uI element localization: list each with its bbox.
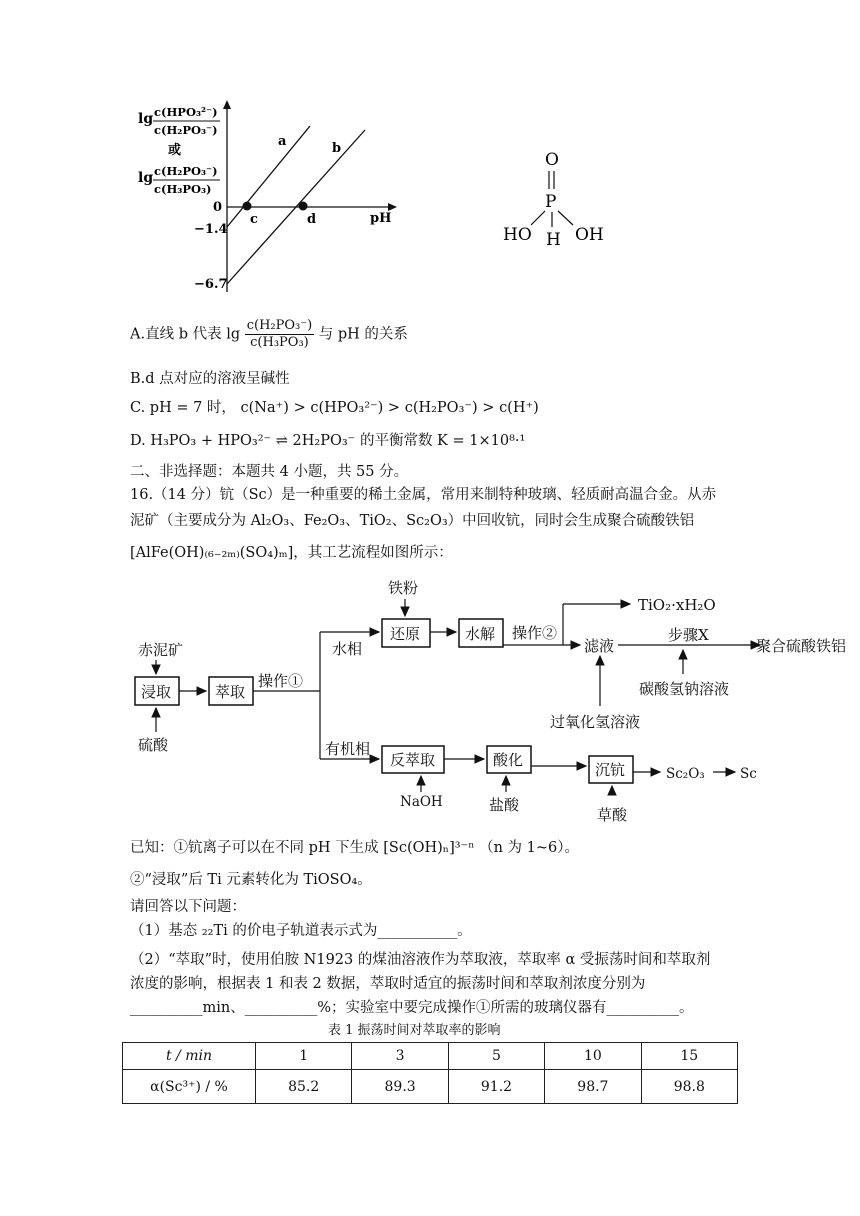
x-axis-label: pH	[370, 211, 392, 226]
question-2-line2: 浓度的影响，根据表 1 和表 2 数据，萃取时适宜的振荡时间和萃取剂浓度分别为	[130, 976, 646, 992]
ylabel-top-den: c(H₂PO₃⁻)	[154, 123, 218, 137]
table-cell-rate: 91.2	[448, 1070, 544, 1104]
option-a	[130, 318, 408, 351]
table-head-time: t / min	[123, 1043, 256, 1070]
ylabel-top-num: c(HPO₃²⁻)	[154, 105, 218, 119]
lg-ph-graph	[120, 92, 410, 302]
flow-nahco3: 碳酸氢钠溶液	[639, 680, 730, 698]
option-b: B.d 点对应的溶液呈碱性	[130, 371, 290, 387]
known-2: ②“浸取”后 Ti 元素转化为 TiOSO₄。	[130, 872, 372, 888]
flow-hcl: 盐酸	[489, 796, 520, 814]
q16-line3	[130, 543, 453, 563]
q16-formula: [AlFe(OH)₍₆₋₂ₘ₎(SO₄)ₘ]	[130, 545, 294, 561]
flow-sulfuric: 硫酸	[138, 736, 169, 754]
table-row	[123, 1043, 738, 1070]
flow-organic: 有机相	[325, 740, 371, 758]
flow-hydrolysis: 水解	[465, 625, 496, 643]
flow-filtrate: 滤液	[584, 637, 615, 655]
line-a-label: a	[278, 134, 287, 149]
tick-m6.7: −6.7	[194, 277, 228, 292]
flow-reduce: 还原	[390, 625, 421, 643]
line-b-label: b	[332, 141, 342, 156]
process-flowchart	[120, 570, 860, 830]
ylabel-or: 或	[168, 143, 182, 158]
table-head-rate: α(Sc³⁺) / %	[123, 1070, 256, 1104]
table-cell-time: 10	[545, 1043, 641, 1070]
flow-precip: 沉钪	[595, 761, 626, 779]
option-a-suffix: 与 pH 的关系	[318, 326, 408, 343]
flow-naoh: NaOH	[400, 794, 443, 810]
option-c: C. pH = 7 时， c(Na⁺) > c(HPO₃²⁻) > c(H₂PO₃⁻) > c(H⁺)	[130, 400, 539, 416]
flow-leach: 浸取	[141, 683, 172, 701]
group-HO: HO	[503, 225, 532, 245]
table1-caption: 表 1 振荡时间对萃取率的影响	[328, 1023, 501, 1038]
table-cell-time: 3	[352, 1043, 448, 1070]
question-2-line1: （2）“萃取”时，使用伯胺 N1923 的煤油溶液作为萃取液，萃取率 α 受振荡时间和萃取剂	[130, 952, 711, 968]
flow-iron-powder: 铁粉	[388, 579, 419, 597]
section-2-heading: 二、非选择题：本题共 4 小题，共 55 分。	[130, 464, 409, 480]
flow-h2o2: 过氧化氢溶液	[550, 713, 641, 731]
group-OH: OH	[575, 225, 604, 245]
ylabel-lg-2: lg	[138, 170, 154, 186]
tick-m1.4: −1.4	[194, 222, 228, 237]
ylabel-bottom-den: c(H₃PO₃)	[154, 182, 212, 196]
option-a-fraction	[245, 318, 314, 351]
table-cell-rate: 85.2	[256, 1070, 352, 1104]
flow-back-extract: 反萃取	[390, 751, 436, 769]
table1	[122, 1042, 738, 1104]
flow-ore: 赤泥矿	[138, 641, 184, 659]
tick-0: 0	[213, 200, 223, 215]
flow-extract: 萃取	[215, 683, 246, 701]
line-a	[227, 126, 310, 227]
ask-prompt: 请回答以下问题：	[130, 899, 246, 915]
known-1: 已知：①钪离子可以在不同 pH 下生成 [Sc(OH)ₙ]³⁻ⁿ （n 为 1~6）。	[130, 840, 579, 856]
ylabel-lg-1: lg	[138, 111, 154, 127]
flow-product: 聚合硫酸铁铝	[756, 637, 847, 655]
flow-stepx: 步骤X	[668, 626, 709, 644]
question-1: （1）基态 ₂₂Ti 的价电子轨道表示式为___________。	[130, 923, 472, 939]
table-cell-rate: 89.3	[352, 1070, 448, 1104]
atom-P: P	[545, 192, 557, 212]
table-cell-time: 5	[448, 1043, 544, 1070]
flow-tio2: TiO₂·xH₂O	[638, 596, 716, 614]
q16-line3-text: ，其工艺流程如图所示：	[293, 545, 453, 561]
ylabel-bottom-num: c(H₂PO₃⁻)	[154, 164, 218, 178]
point-c	[243, 202, 252, 211]
h3po3-structure	[495, 145, 625, 255]
flow-op1: 操作①	[258, 672, 304, 690]
atom-O: O	[545, 150, 559, 170]
flow-acidify: 酸化	[493, 751, 524, 769]
flow-op2: 操作②	[512, 624, 558, 642]
flow-aqueous: 水相	[332, 640, 363, 658]
option-a-den: c(H₃PO₃)	[250, 335, 309, 350]
flow-sc2o3: Sc₂O₃	[666, 766, 705, 782]
table-cell-time: 1	[256, 1043, 352, 1070]
flow-sc: Sc	[740, 766, 757, 782]
option-d: D. H₃PO₃ + HPO₃²⁻ ⇌ 2H₂PO₃⁻ 的平衡常数 K = 1×10⁸·¹	[130, 433, 526, 449]
table-cell-time: 15	[641, 1043, 737, 1070]
q16-line1: 16.（14 分）钪（Sc）是一种重要的稀土金属，常用来制特种玻璃、轻质耐高温合金。从赤	[130, 487, 717, 503]
table-cell-rate: 98.7	[545, 1070, 641, 1104]
question-2-line3: __________min、__________%；实验室中要完成操作①所需的玻璃仪器有__________。	[130, 1000, 694, 1016]
point-d-label: d	[307, 212, 317, 227]
atom-H: H	[546, 230, 561, 250]
table-cell-rate: 98.8	[641, 1070, 737, 1104]
option-a-prefix: A.直线 b 代表 lg	[130, 326, 241, 343]
table-row	[123, 1070, 738, 1104]
option-a-num: c(H₂PO₃⁻)	[246, 318, 313, 333]
point-c-label: c	[250, 212, 258, 227]
point-d	[299, 202, 308, 211]
flow-oxalic: 草酸	[597, 806, 628, 824]
q16-line2: 泥矿（主要成分为 Al₂O₃、Fe₂O₃、TiO₂、Sc₂O₃）中回收钪，同时会生成聚合硫酸铁铝	[130, 513, 695, 529]
